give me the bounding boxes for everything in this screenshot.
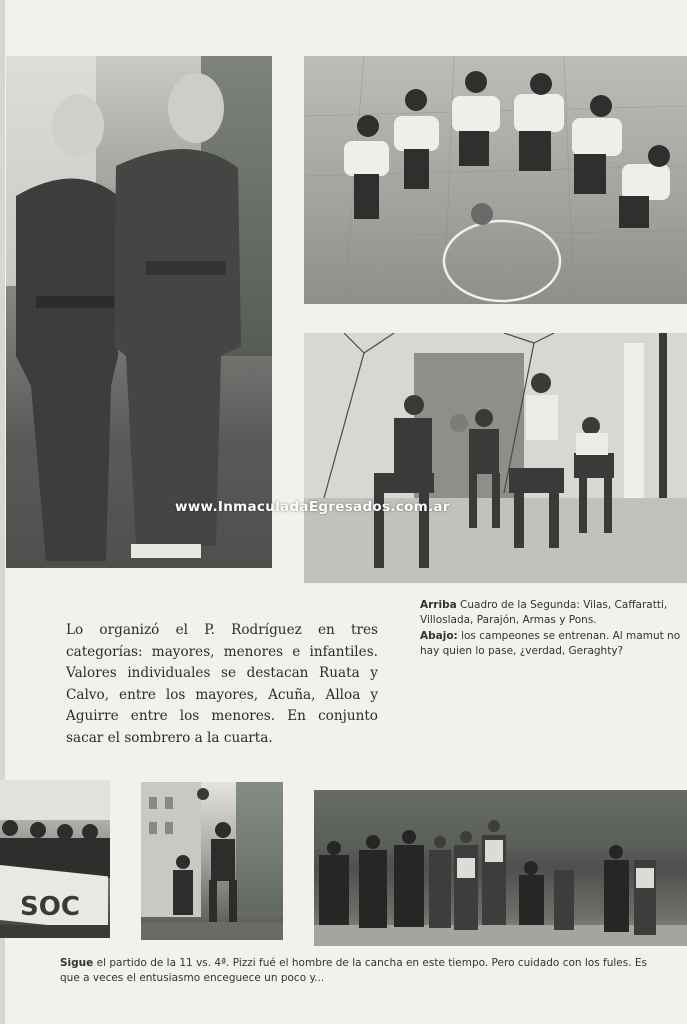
banner-text: SOC bbox=[20, 892, 80, 922]
caption-sigue-text: el partido de la 11 vs. 4ª. Pizzi fué el hombre de la cancha en este tiempo. Pero cuidado con los fules. Es que a veces el entusiasmo enceguece un poco y... bbox=[60, 957, 648, 984]
caption-abajo-label: Abajo: bbox=[420, 630, 458, 642]
photo-players-circle bbox=[304, 56, 687, 304]
caption-arriba-label: Arriba bbox=[420, 599, 457, 611]
caption-bottom bbox=[60, 956, 660, 986]
caption-arriba-text: Cuadro de la Segunda: Vilas, Caffaratti, Villoslada, Parajón, Armas y Pons. bbox=[420, 599, 668, 626]
body-paragraph: Lo organizó el P. Rodríguez en tres categorías: mayores, menores e infantiles. Valores individuales se destacan Ruata y Calvo, entre los mayores, Acuña, Alloa y Aguirre entre los menores. En conjunto sacar el sombrero a la cuarta. bbox=[66, 622, 378, 746]
watermark: www.InmaculadaEgresados.com.ar bbox=[175, 499, 450, 515]
photo-crowd-banner bbox=[0, 780, 110, 938]
photo-team-portrait bbox=[6, 56, 272, 568]
photo-jump-ball bbox=[141, 782, 283, 940]
photo-game-crowd bbox=[314, 790, 687, 946]
caption-top bbox=[420, 598, 682, 660]
photo-basket-practice bbox=[304, 333, 687, 583]
caption-sigue-label: Sigue bbox=[60, 957, 94, 969]
caption-abajo-text: los campeones se entrenan. Al mamut no hay quien lo pase, ¿verdad, Geraghty? bbox=[420, 630, 681, 657]
